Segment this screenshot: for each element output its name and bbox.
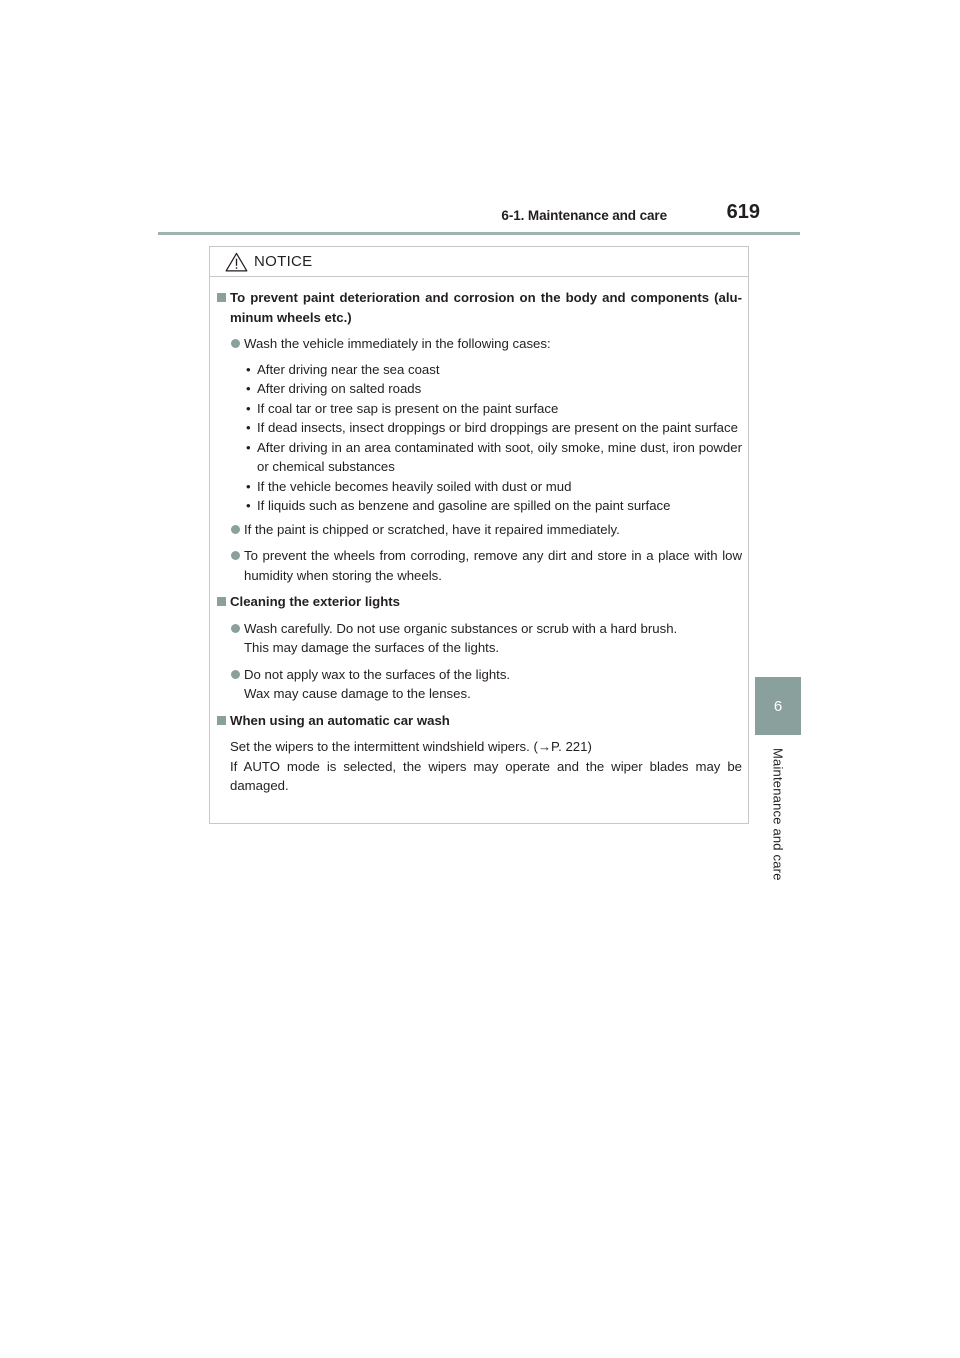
chapter-tab	[755, 677, 801, 735]
sub-list-item: • If coal tar or tree sap is present on the paint surface	[246, 400, 559, 416]
list-item: If the paint is chipped or scratched, have it repaired immediately.	[217, 520, 742, 540]
circle-bullet-icon	[231, 551, 240, 560]
warning-triangle-icon	[225, 252, 248, 272]
sub-list-item: • After driving in an area contaminated with soot, oily smoke, mine dust, iron powder or chemical substances	[246, 439, 742, 474]
notice-box	[209, 246, 749, 824]
list-item: To prevent the wheels from corroding, remove any dirt and store in a place with low humidity when storing the wheels.	[217, 546, 742, 585]
sub-list-item: • If the vehicle becomes heavily soiled with dust or mud	[246, 478, 572, 494]
section-title: 6-1. Maintenance and care	[501, 208, 667, 223]
page-number: 619	[726, 201, 760, 223]
notice-header	[210, 247, 748, 277]
chapter-label: Maintenance and care	[770, 748, 786, 881]
sub-list-item: • If dead insects, insect droppings or bird droppings are present on the paint surface	[246, 420, 738, 435]
circle-bullet-icon	[231, 624, 240, 633]
sub-list-item: • If liquids such as benzene and gasoline are spilled on the paint surface	[246, 498, 671, 513]
section-heading-paint: To prevent paint deterioration and corrosion on the body and components (alu-minum wheels etc.)	[217, 288, 742, 327]
section-heading-lights: Cleaning the exterior lights	[217, 592, 742, 612]
list-item: Wash the vehicle immediately in the following cases:	[217, 334, 742, 354]
sub-list-item: • After driving near the sea coast	[246, 361, 440, 377]
notice-body	[210, 277, 748, 796]
chapter-number: 6	[773, 697, 783, 715]
circle-bullet-icon	[231, 339, 240, 348]
paragraph: If AUTO mode is selected, the wipers may operate and the wiper blades may be damaged.	[230, 758, 742, 793]
square-bullet-icon	[217, 293, 226, 302]
list-item: Wash carefully. Do not use organic substances or scrub with a hard brush. This may damage the surfaces of the lights.	[217, 619, 742, 658]
square-bullet-icon	[217, 716, 226, 725]
circle-bullet-icon	[231, 525, 240, 534]
paragraph: Set the wipers to the intermittent windshield wipers. (→P. 221)	[230, 739, 592, 754]
list-item: Do not apply wax to the surfaces of the lights. Wax may cause damage to the lenses.	[217, 665, 742, 704]
sub-list-item: • After driving on salted roads	[246, 381, 422, 396]
circle-bullet-icon	[231, 670, 240, 679]
header-rule	[158, 232, 800, 235]
square-bullet-icon	[217, 597, 226, 606]
chapter-label-container	[755, 742, 801, 887]
section-heading-car-wash: When using an automatic car wash	[217, 711, 742, 731]
sub-list	[217, 360, 742, 516]
notice-title: NOTICE	[254, 253, 313, 270]
